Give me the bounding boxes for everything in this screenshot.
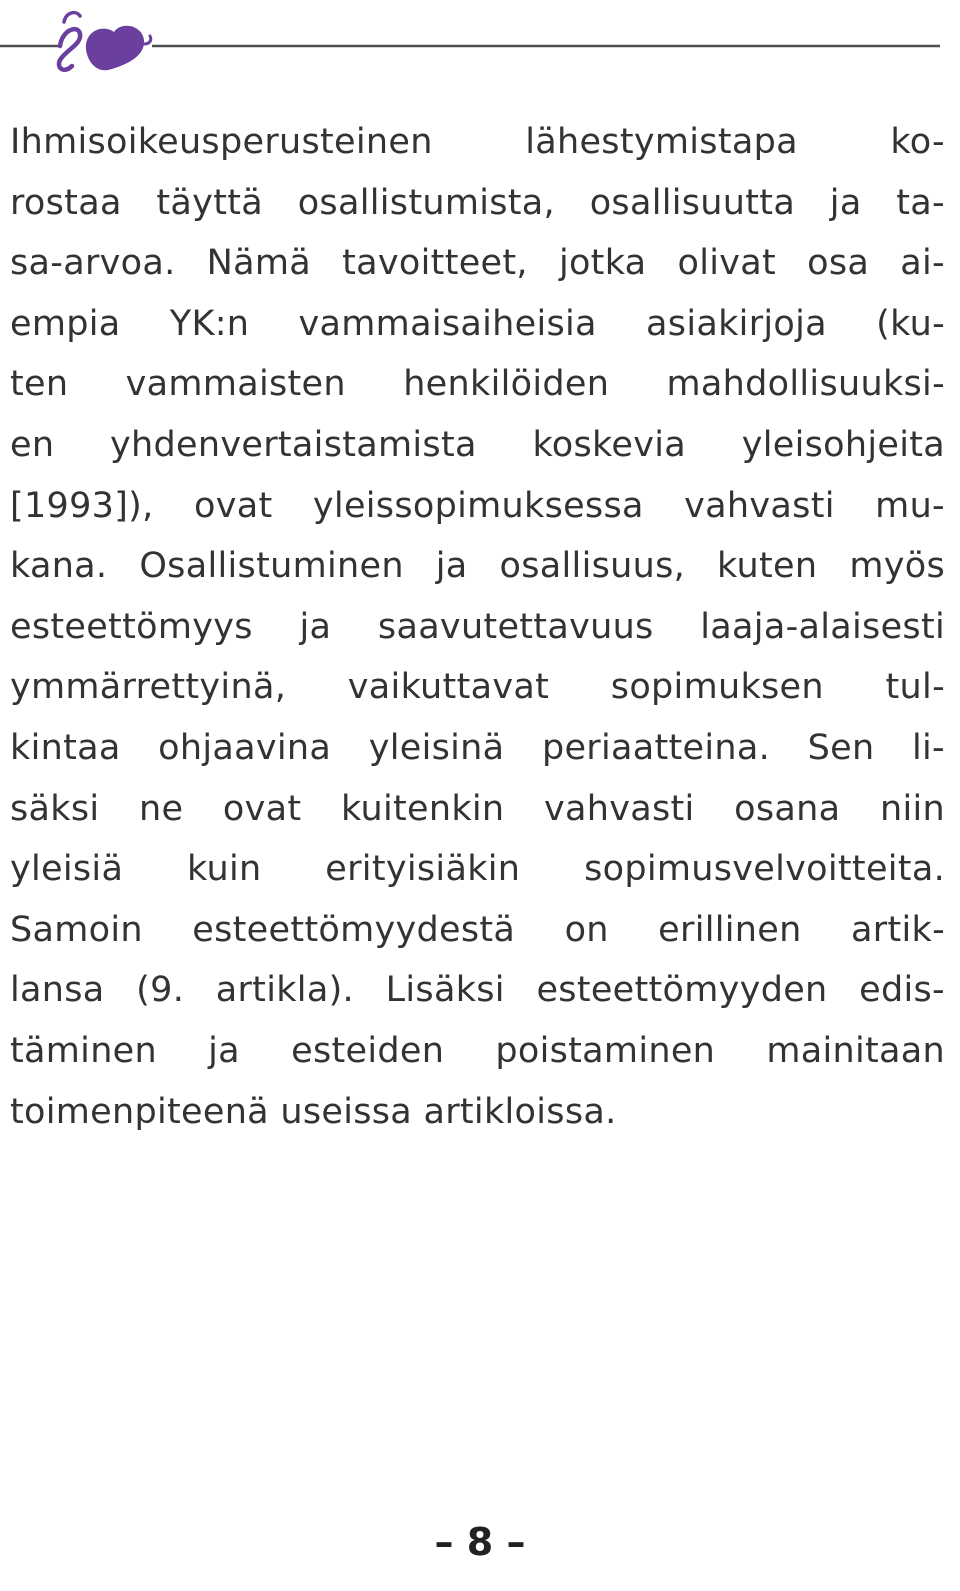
header-rule xyxy=(0,0,960,90)
page-number: – 8 – xyxy=(434,1520,526,1564)
paragraph-line: [1993]), ovat yleissopimuksessa vahvasti mu- xyxy=(10,485,945,526)
leaf-ornament-icon xyxy=(59,13,151,71)
paragraph-line: sa-arvoa. Nämä tavoitteet, jotka olivat osa ai- xyxy=(10,243,945,284)
paragraph-line: lansa (9. artikla). Lisäksi esteettömyyden edis- xyxy=(10,970,945,1011)
paragraph-line: en yhdenvertaistamista koskevia yleisohjeita xyxy=(10,424,945,465)
paragraph-line: Samoin esteettömyydestä on erillinen artik- xyxy=(10,909,945,950)
page-header xyxy=(0,0,960,90)
paragraph-line: ten vammaisten henkilöiden mahdollisuuksi- xyxy=(10,364,945,405)
paragraph-line: toimenpiteenä useissa artikloissa. xyxy=(10,1091,617,1132)
paragraph-line: säksi ne ovat kuitenkin vahvasti osana niin xyxy=(10,788,945,829)
paragraph-line: kana. Osallistuminen ja osallisuus, kuten myös xyxy=(10,546,945,587)
paragraph-line: yleisiä kuin erityisiäkin sopimusvelvoitteita. xyxy=(10,849,945,890)
paragraph-line: esteettömyys ja saavutettavuus laaja-alaisesti xyxy=(10,606,945,647)
paragraph-line: rostaa täyttä osallistumista, osallisuutta ja ta- xyxy=(10,182,945,223)
body-paragraph xyxy=(10,112,945,1142)
paragraph-line: täminen ja esteiden poistaminen mainitaan xyxy=(10,1030,945,1071)
paragraph-line: ymmärrettyinä, vaikuttavat sopimuksen tul- xyxy=(10,667,945,708)
paragraph-line: kintaa ohjaavina yleisinä periaatteina. Sen li- xyxy=(10,727,945,768)
paragraph-line: Ihmisoikeusperusteinen lähestymistapa ko- xyxy=(10,122,945,162)
paragraph-line: empia YK:n vammaisaiheisia asiakirjoja (ku- xyxy=(10,303,945,344)
